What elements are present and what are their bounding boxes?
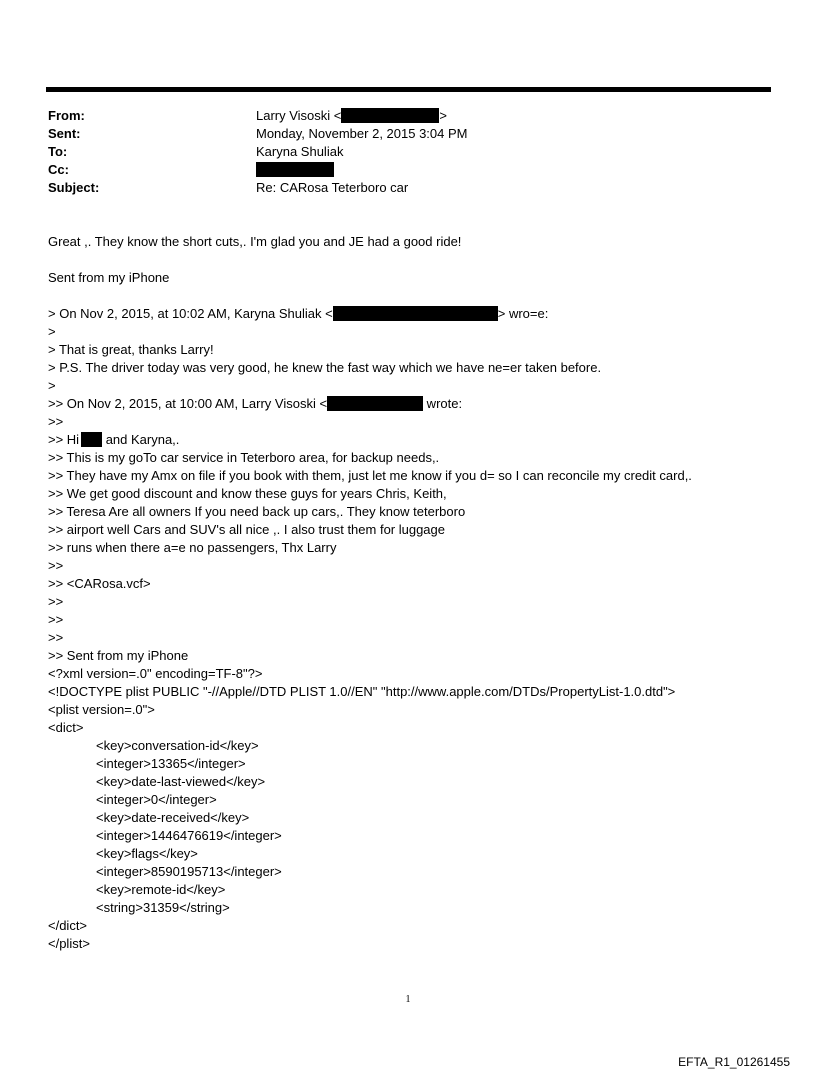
cc-row xyxy=(48,161,748,179)
quote-line: >> xyxy=(48,612,64,627)
quote-line: > xyxy=(48,324,56,339)
quote-line: >> xyxy=(48,558,64,573)
redaction-box xyxy=(341,108,439,123)
subject-label: Subject: xyxy=(48,180,100,195)
email-body xyxy=(48,233,788,953)
header-rule xyxy=(46,87,771,92)
cc-value xyxy=(256,161,334,179)
quote-line: > P.S. The driver today was very good, he knew the fast way which we have ne=er taken before. xyxy=(48,360,602,375)
to-row xyxy=(48,143,748,161)
to-label: To: xyxy=(48,144,68,159)
sent-row xyxy=(48,125,748,143)
xml-line: </plist> xyxy=(48,936,90,951)
document-id: EFTA_R1_01261455 xyxy=(678,1055,790,1069)
quote-line: >> airport well Cars and SUV's all nice ,. I also trust them for luggage xyxy=(48,522,446,537)
quote-line: >> runs when there a=e no passengers, Thx Larry xyxy=(48,540,337,555)
quote-line xyxy=(48,395,788,413)
quote-line: >> This is my goTo car service in Teterboro area, for backup needs,. xyxy=(48,450,440,465)
quote-text: >> On Nov 2, 2015, at 10:00 AM, Larry Visoski < xyxy=(48,396,328,411)
email-header xyxy=(48,107,748,197)
xml-line: <key>flags</key> xyxy=(96,846,198,861)
xml-line: <key>date-received</key> xyxy=(96,810,250,825)
quote-text: > wro=e: xyxy=(497,306,549,321)
quote-line xyxy=(48,431,788,449)
subject-row xyxy=(48,179,748,197)
cc-label: Cc: xyxy=(48,162,69,177)
quote-line: > That is great, thanks Larry! xyxy=(48,342,214,357)
to-value: Karyna Shuliak xyxy=(256,144,344,159)
sent-label: Sent: xyxy=(48,126,81,141)
xml-line: <key>conversation-id</key> xyxy=(96,738,259,753)
xml-line: <key>date-last-viewed</key> xyxy=(96,774,266,789)
quote-line: >> They have my Amx on file if you book with them, just let me know if you d= so I can reconcile my credit card,. xyxy=(48,468,692,483)
body-line: Great ,. They know the short cuts,. I'm glad you and JE had a good ride! xyxy=(48,234,462,249)
sent-value: Monday, November 2, 2015 3:04 PM xyxy=(256,126,468,141)
xml-line: <key>remote-id</key> xyxy=(96,882,226,897)
xml-line: <plist version=.0"> xyxy=(48,702,155,717)
quote-line: >> xyxy=(48,594,64,609)
quote-line: >> Teresa Are all owners If you need back up cars,. They know teterboro xyxy=(48,504,466,519)
from-value xyxy=(256,107,447,125)
quote-line xyxy=(48,305,788,323)
xml-line: <string>31359</string> xyxy=(96,900,230,915)
from-row xyxy=(48,107,748,125)
from-close: > xyxy=(439,108,447,123)
xml-line: <dict> xyxy=(48,720,84,735)
quote-line: >> Sent from my iPhone xyxy=(48,648,189,663)
quote-line: >> xyxy=(48,630,64,645)
quote-line: >> We get good discount and know these guys for years Chris, Keith, xyxy=(48,486,447,501)
subject-value: Re: CARosa Teterboro car xyxy=(256,180,409,195)
quote-text: and Karyna,. xyxy=(102,432,180,447)
xml-line: <integer>13365</integer> xyxy=(96,756,246,771)
xml-line: <integer>8590195713</integer> xyxy=(96,864,282,879)
quote-line: > xyxy=(48,378,56,393)
signature: Sent from my iPhone xyxy=(48,270,170,285)
quote-line: >> xyxy=(48,414,64,429)
xml-line: <integer>0</integer> xyxy=(96,792,217,807)
redaction-box xyxy=(81,432,102,447)
xml-line: <!DOCTYPE plist PUBLIC "-//Apple//DTD PLIST 1.0//EN" "http://www.apple.com/DTDs/PropertyList-1.0.dtd"> xyxy=(48,684,676,699)
xml-line: <?xml version=.0" encoding=TF-8"?> xyxy=(48,666,263,681)
redaction-box xyxy=(327,396,423,411)
from-name: Larry Visoski < xyxy=(256,108,342,123)
quote-text: wrote: xyxy=(423,396,463,411)
xml-line: <integer>1446476619</integer> xyxy=(96,828,282,843)
quote-text: >> Hi xyxy=(48,432,80,447)
quote-text: > On Nov 2, 2015, at 10:02 AM, Karyna Shuliak < xyxy=(48,306,333,321)
page-number: 1 xyxy=(405,994,411,1005)
from-label: From: xyxy=(48,108,85,123)
redaction-box xyxy=(256,162,334,177)
redaction-box xyxy=(333,306,498,321)
xml-line: </dict> xyxy=(48,918,88,933)
quote-line: >> <CARosa.vcf> xyxy=(48,576,151,591)
